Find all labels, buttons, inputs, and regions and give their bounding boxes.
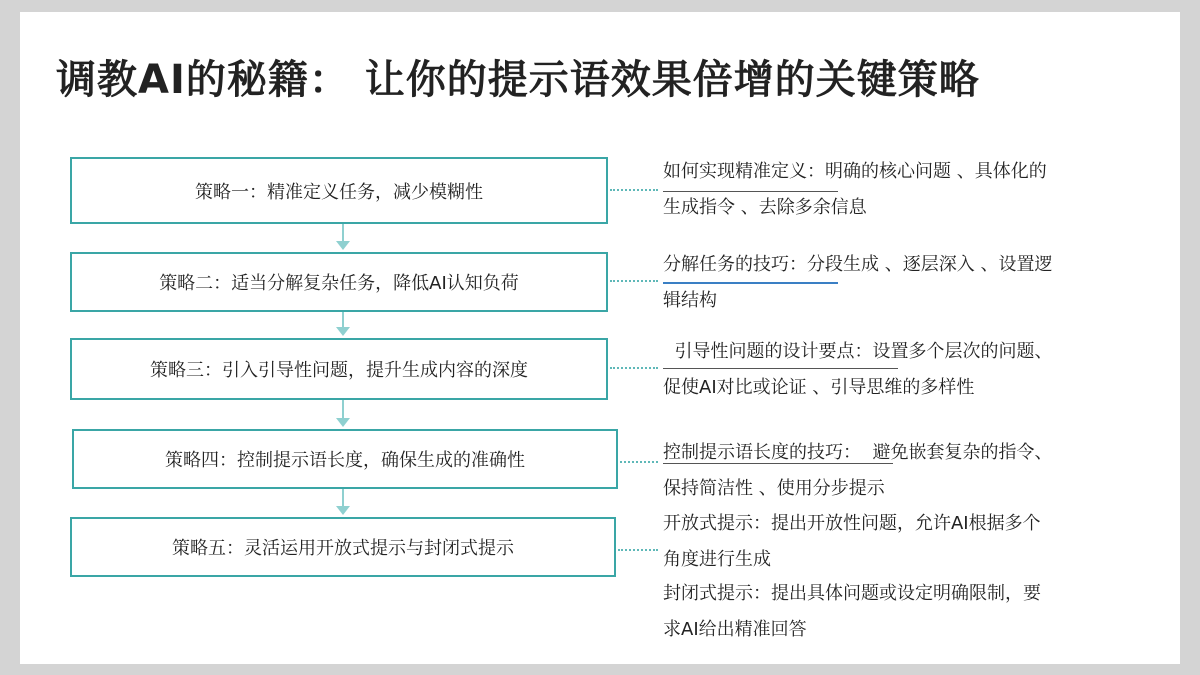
note-1-line2: 生成指令 、去除多余信息 [663, 197, 867, 218]
strategy-label-5: 策略五：灵活运用开放式提示与封闭式提示 [172, 538, 514, 559]
strategy-box-1 [70, 157, 608, 224]
slide-title: 调教AI的秘籍： 让你的提示语效果倍增的关键策略 [56, 57, 980, 103]
note-3 [663, 334, 1052, 406]
strategy-box-5 [70, 517, 616, 577]
note-3-line1: 引导性问题的设计要点：设置多个层次的问题、 [663, 341, 1053, 362]
note-5-line1: 开放式提示：提出开放性问题，允许AI根据多个 [663, 513, 1041, 534]
strategy-label-1: 策略一：精准定义任务，减少模糊性 [195, 181, 483, 203]
note-2-line2: 辑结构 [663, 290, 717, 311]
note-4-line2: 保持简洁性 、使用分步提示 [663, 478, 885, 499]
strategy-label-2: 策略二：适当分解复杂任务，降低AI认知负荷 [159, 273, 519, 294]
slide [20, 12, 1180, 664]
connector-2 [610, 280, 658, 282]
note-2-line1: 分解任务的技巧：分段生成 、逐层深入 、设置逻 [663, 254, 1053, 275]
note-5 [663, 506, 1041, 578]
strategy-label-4: 策略四：控制提示语长度，确保生成的准确性 [165, 450, 525, 471]
strategy-box-4 [72, 429, 618, 489]
note-2-underline [663, 282, 838, 284]
arrow-1-to-2 [342, 224, 344, 246]
note-6-line1: 封闭式提示：提出具体问题或设定明确限制，要 [663, 583, 1041, 604]
arrow-2-to-3 [342, 312, 344, 332]
note-3-line2: 促使AI对比或论证 、引导思维的多样性 [663, 377, 975, 398]
arrow-4-to-5 [342, 489, 344, 511]
note-4-line1: 控制提示语长度的技巧： 避免嵌套复杂的指令、 [663, 442, 1053, 463]
connector-5 [618, 549, 658, 551]
note-1 [663, 154, 1047, 226]
note-6-line2: 求AI给出精准回答 [663, 619, 807, 640]
note-4 [663, 435, 1052, 507]
note-1-line1: 如何实现精准定义：明确的核心问题 、具体化的 [663, 161, 1047, 182]
connector-3 [610, 367, 658, 369]
strategy-label-3: 策略三：引入引导性问题，提升生成内容的深度 [150, 360, 528, 381]
arrow-3-to-4 [342, 400, 344, 423]
note-6 [663, 576, 1041, 648]
strategy-box-2 [70, 252, 608, 312]
connector-4 [620, 461, 658, 463]
note-3-underline [663, 368, 898, 369]
note-4-underline [663, 463, 893, 464]
strategy-box-3 [70, 338, 608, 400]
note-1-underline [663, 191, 838, 192]
connector-1 [610, 189, 658, 191]
note-5-line2: 角度进行生成 [663, 549, 771, 570]
